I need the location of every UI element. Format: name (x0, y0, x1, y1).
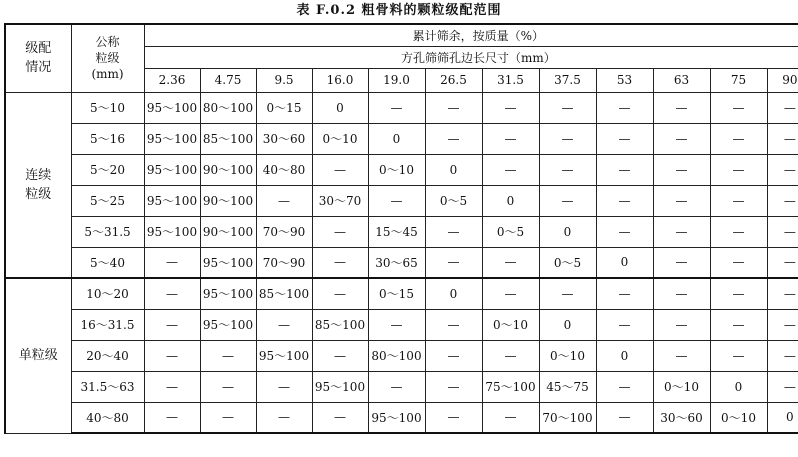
retained-value-cell: — (596, 371, 653, 402)
retained-value-cell: — (767, 154, 798, 185)
retained-value-cell: — (767, 278, 798, 309)
retained-value-cell: — (596, 402, 653, 433)
retained-value-cell: — (653, 216, 710, 247)
retained-value-cell: 95～100 (200, 309, 256, 340)
retained-value-cell: 95～100 (144, 92, 200, 123)
retained-value-cell: — (482, 402, 539, 433)
retained-value-cell: — (596, 278, 653, 309)
retained-value-cell: — (539, 154, 596, 185)
retained-value-cell: — (653, 309, 710, 340)
retained-value-cell: — (767, 216, 798, 247)
sieve-size-cell: 4.75 (200, 68, 256, 92)
retained-value-cell: — (767, 247, 798, 278)
table-row (5, 123, 798, 154)
nominal-size-cell: 16～31.5 (71, 309, 144, 340)
sieve-size-cell: 53 (596, 68, 653, 92)
retained-value-cell: — (710, 185, 767, 216)
retained-value-cell: — (200, 371, 256, 402)
retained-value-cell: — (312, 216, 368, 247)
retained-value-cell: — (256, 371, 312, 402)
retained-value-cell: — (653, 123, 710, 154)
retained-value-cell: — (425, 340, 482, 371)
retained-value-cell: 90～100 (200, 216, 256, 247)
grading-table (4, 23, 798, 434)
retained-value-cell: — (144, 371, 200, 402)
cumulative-retained-header: 累计筛余，按质量（%） (144, 24, 798, 46)
retained-value-cell: — (425, 247, 482, 278)
table-row (5, 278, 798, 309)
retained-value-cell: 0 (596, 340, 653, 371)
retained-value-cell: 70～90 (256, 247, 312, 278)
table-title: 表 F.0.2 粗骨料的颗粒级配范围 (296, 3, 502, 18)
retained-value-cell: — (425, 309, 482, 340)
table-row (5, 154, 798, 185)
sieve-size-cell: 63 (653, 68, 710, 92)
table-row (5, 309, 798, 340)
retained-value-cell: 80～100 (368, 340, 425, 371)
retained-value-cell: 95～100 (144, 154, 200, 185)
grading-category-cell (5, 92, 71, 278)
table-row (5, 371, 798, 402)
retained-value-cell: 15～45 (368, 216, 425, 247)
sieve-size-cell: 2.36 (144, 68, 200, 92)
retained-value-cell: — (596, 216, 653, 247)
retained-value-cell: — (653, 340, 710, 371)
retained-value-cell: — (767, 123, 798, 154)
retained-value-cell: — (425, 123, 482, 154)
retained-value-cell: 0 (539, 309, 596, 340)
table-row (5, 340, 798, 371)
retained-value-cell: 85～100 (312, 309, 368, 340)
retained-value-cell: — (144, 340, 200, 371)
retained-value-cell: — (710, 278, 767, 309)
retained-value-cell: 95～100 (144, 123, 200, 154)
retained-value-cell: 45～75 (539, 371, 596, 402)
retained-value-cell: — (539, 92, 596, 123)
retained-value-cell: — (368, 309, 425, 340)
retained-value-cell: — (539, 278, 596, 309)
retained-value-cell: — (767, 185, 798, 216)
retained-value-cell: — (144, 402, 200, 433)
retained-value-cell: 0～15 (368, 278, 425, 309)
retained-value-cell: — (144, 247, 200, 278)
retained-value-cell: — (256, 185, 312, 216)
retained-value-cell: 0～5 (482, 216, 539, 247)
retained-value-cell: — (596, 185, 653, 216)
nominal-size-cell: 31.5～63 (71, 371, 144, 402)
retained-value-cell: — (653, 154, 710, 185)
retained-value-cell: 0 (596, 247, 653, 278)
retained-value-cell: — (482, 123, 539, 154)
retained-value-cell: — (482, 154, 539, 185)
retained-value-cell: 95～100 (256, 340, 312, 371)
table-row (5, 92, 798, 123)
retained-value-cell: — (710, 340, 767, 371)
retained-value-cell: — (368, 185, 425, 216)
retained-value-cell: — (767, 92, 798, 123)
retained-value-cell: — (653, 92, 710, 123)
retained-value-cell: 75～100 (482, 371, 539, 402)
nominal-size-cell: 5～40 (71, 247, 144, 278)
nominal-size-cell: 40～80 (71, 402, 144, 433)
retained-value-cell: — (710, 309, 767, 340)
retained-value-cell: — (312, 154, 368, 185)
retained-value-cell: 70～90 (256, 216, 312, 247)
retained-value-cell: 0 (368, 123, 425, 154)
retained-value-cell: — (653, 278, 710, 309)
grading-category-label: 粒级 (25, 186, 52, 202)
retained-value-cell: — (425, 402, 482, 433)
retained-value-cell: 30～60 (256, 123, 312, 154)
retained-value-cell: — (482, 92, 539, 123)
retained-value-cell: — (596, 123, 653, 154)
grading-category-cell (5, 278, 71, 433)
retained-value-cell: 30～60 (653, 402, 710, 433)
retained-value-cell: 70～100 (539, 402, 596, 433)
retained-value-cell: 0 (425, 154, 482, 185)
retained-value-cell: 80～100 (200, 92, 256, 123)
retained-value-cell: 95～100 (144, 185, 200, 216)
retained-value-cell: 0 (482, 185, 539, 216)
table-row (5, 402, 798, 433)
retained-value-cell: — (312, 247, 368, 278)
table-row (5, 216, 798, 247)
retained-value-cell: 0 (312, 92, 368, 123)
sieve-size-cell: 75 (710, 68, 767, 92)
retained-value-cell: — (710, 216, 767, 247)
retained-value-cell: 0～10 (368, 154, 425, 185)
retained-value-cell: 0 (425, 278, 482, 309)
grading-category-label: 连续 (25, 167, 52, 183)
nominal-size-cell: 5～10 (71, 92, 144, 123)
retained-value-cell: — (368, 92, 425, 123)
retained-value-cell: 0～5 (425, 185, 482, 216)
retained-value-cell: 0 (539, 216, 596, 247)
retained-value-cell: 95～100 (312, 371, 368, 402)
nominal-size-cell: 10～20 (71, 278, 144, 309)
retained-value-cell: — (144, 278, 200, 309)
sieve-size-cell: 9.5 (256, 68, 312, 92)
nominal-size-header-line: (mm) (91, 67, 124, 82)
retained-value-cell: 95～100 (144, 216, 200, 247)
nominal-size-header-line: 粒级 (95, 51, 120, 66)
retained-value-cell: — (596, 154, 653, 185)
retained-value-cell: 30～70 (312, 185, 368, 216)
nominal-size-cell: 5～20 (71, 154, 144, 185)
nominal-size-header (71, 24, 144, 92)
retained-value-cell: — (256, 309, 312, 340)
retained-value-cell: — (710, 154, 767, 185)
retained-value-cell: — (710, 247, 767, 278)
retained-value-cell: — (312, 402, 368, 433)
retained-value-cell: 0～10 (312, 123, 368, 154)
grading-type-header-line: 级配 (25, 41, 52, 57)
sieve-size-cell: 31.5 (482, 68, 539, 92)
retained-value-cell: — (425, 216, 482, 247)
retained-value-cell: 95～100 (368, 402, 425, 433)
retained-value-cell: — (200, 340, 256, 371)
table-header (5, 24, 798, 92)
retained-value-cell: — (653, 247, 710, 278)
sieve-size-cell: 37.5 (539, 68, 596, 92)
retained-value-cell: — (539, 185, 596, 216)
retained-value-cell: — (312, 340, 368, 371)
retained-value-cell: 90～100 (200, 154, 256, 185)
retained-value-cell: — (482, 247, 539, 278)
retained-value-cell: — (256, 402, 312, 433)
retained-value-cell: — (767, 371, 798, 402)
sieve-size-cell: 16.0 (312, 68, 368, 92)
retained-value-cell: 90～100 (200, 185, 256, 216)
retained-value-cell: — (653, 185, 710, 216)
retained-value-cell: 95～100 (200, 278, 256, 309)
retained-value-cell: — (425, 92, 482, 123)
retained-value-cell: 95～100 (200, 247, 256, 278)
retained-value-cell: 0～10 (539, 340, 596, 371)
table-row (5, 185, 798, 216)
retained-value-cell: — (710, 92, 767, 123)
retained-value-cell: — (539, 123, 596, 154)
retained-value-cell: — (482, 340, 539, 371)
retained-value-cell: — (482, 278, 539, 309)
sieve-size-cell: 19.0 (368, 68, 425, 92)
retained-value-cell: — (425, 371, 482, 402)
retained-value-cell: 40～80 (256, 154, 312, 185)
retained-value-cell: — (596, 92, 653, 123)
retained-value-cell: — (710, 123, 767, 154)
table-body (5, 92, 798, 433)
table-row (5, 247, 798, 278)
retained-value-cell: 0 (767, 402, 798, 433)
nominal-size-cell: 5～31.5 (71, 216, 144, 247)
retained-value-cell: — (144, 309, 200, 340)
nominal-size-cell: 20～40 (71, 340, 144, 371)
sieve-size-header: 方孔筛筛孔边长尺寸（mm） (144, 46, 798, 68)
retained-value-cell: 85～100 (200, 123, 256, 154)
grading-type-header-line: 情况 (25, 60, 52, 76)
retained-value-cell: 0～10 (482, 309, 539, 340)
retained-value-cell: 85～100 (256, 278, 312, 309)
retained-value-cell: 0～15 (256, 92, 312, 123)
retained-value-cell: — (312, 278, 368, 309)
sieve-size-cell: 90 (767, 68, 798, 92)
nominal-size-cell: 5～25 (71, 185, 144, 216)
grading-category-label: 单粒级 (18, 348, 58, 364)
retained-value-cell: — (368, 371, 425, 402)
grading-type-header (5, 24, 71, 92)
retained-value-cell: 0～5 (539, 247, 596, 278)
retained-value-cell: 0 (710, 371, 767, 402)
retained-value-cell: — (596, 309, 653, 340)
retained-value-cell: 0～10 (710, 402, 767, 433)
sieve-size-cell: 26.5 (425, 68, 482, 92)
retained-value-cell: — (767, 309, 798, 340)
retained-value-cell: 30～65 (368, 247, 425, 278)
retained-value-cell: — (767, 340, 798, 371)
nominal-size-cell: 5～16 (71, 123, 144, 154)
retained-value-cell: — (200, 402, 256, 433)
nominal-size-header-line: 公称 (95, 35, 120, 50)
retained-value-cell: 0～10 (653, 371, 710, 402)
